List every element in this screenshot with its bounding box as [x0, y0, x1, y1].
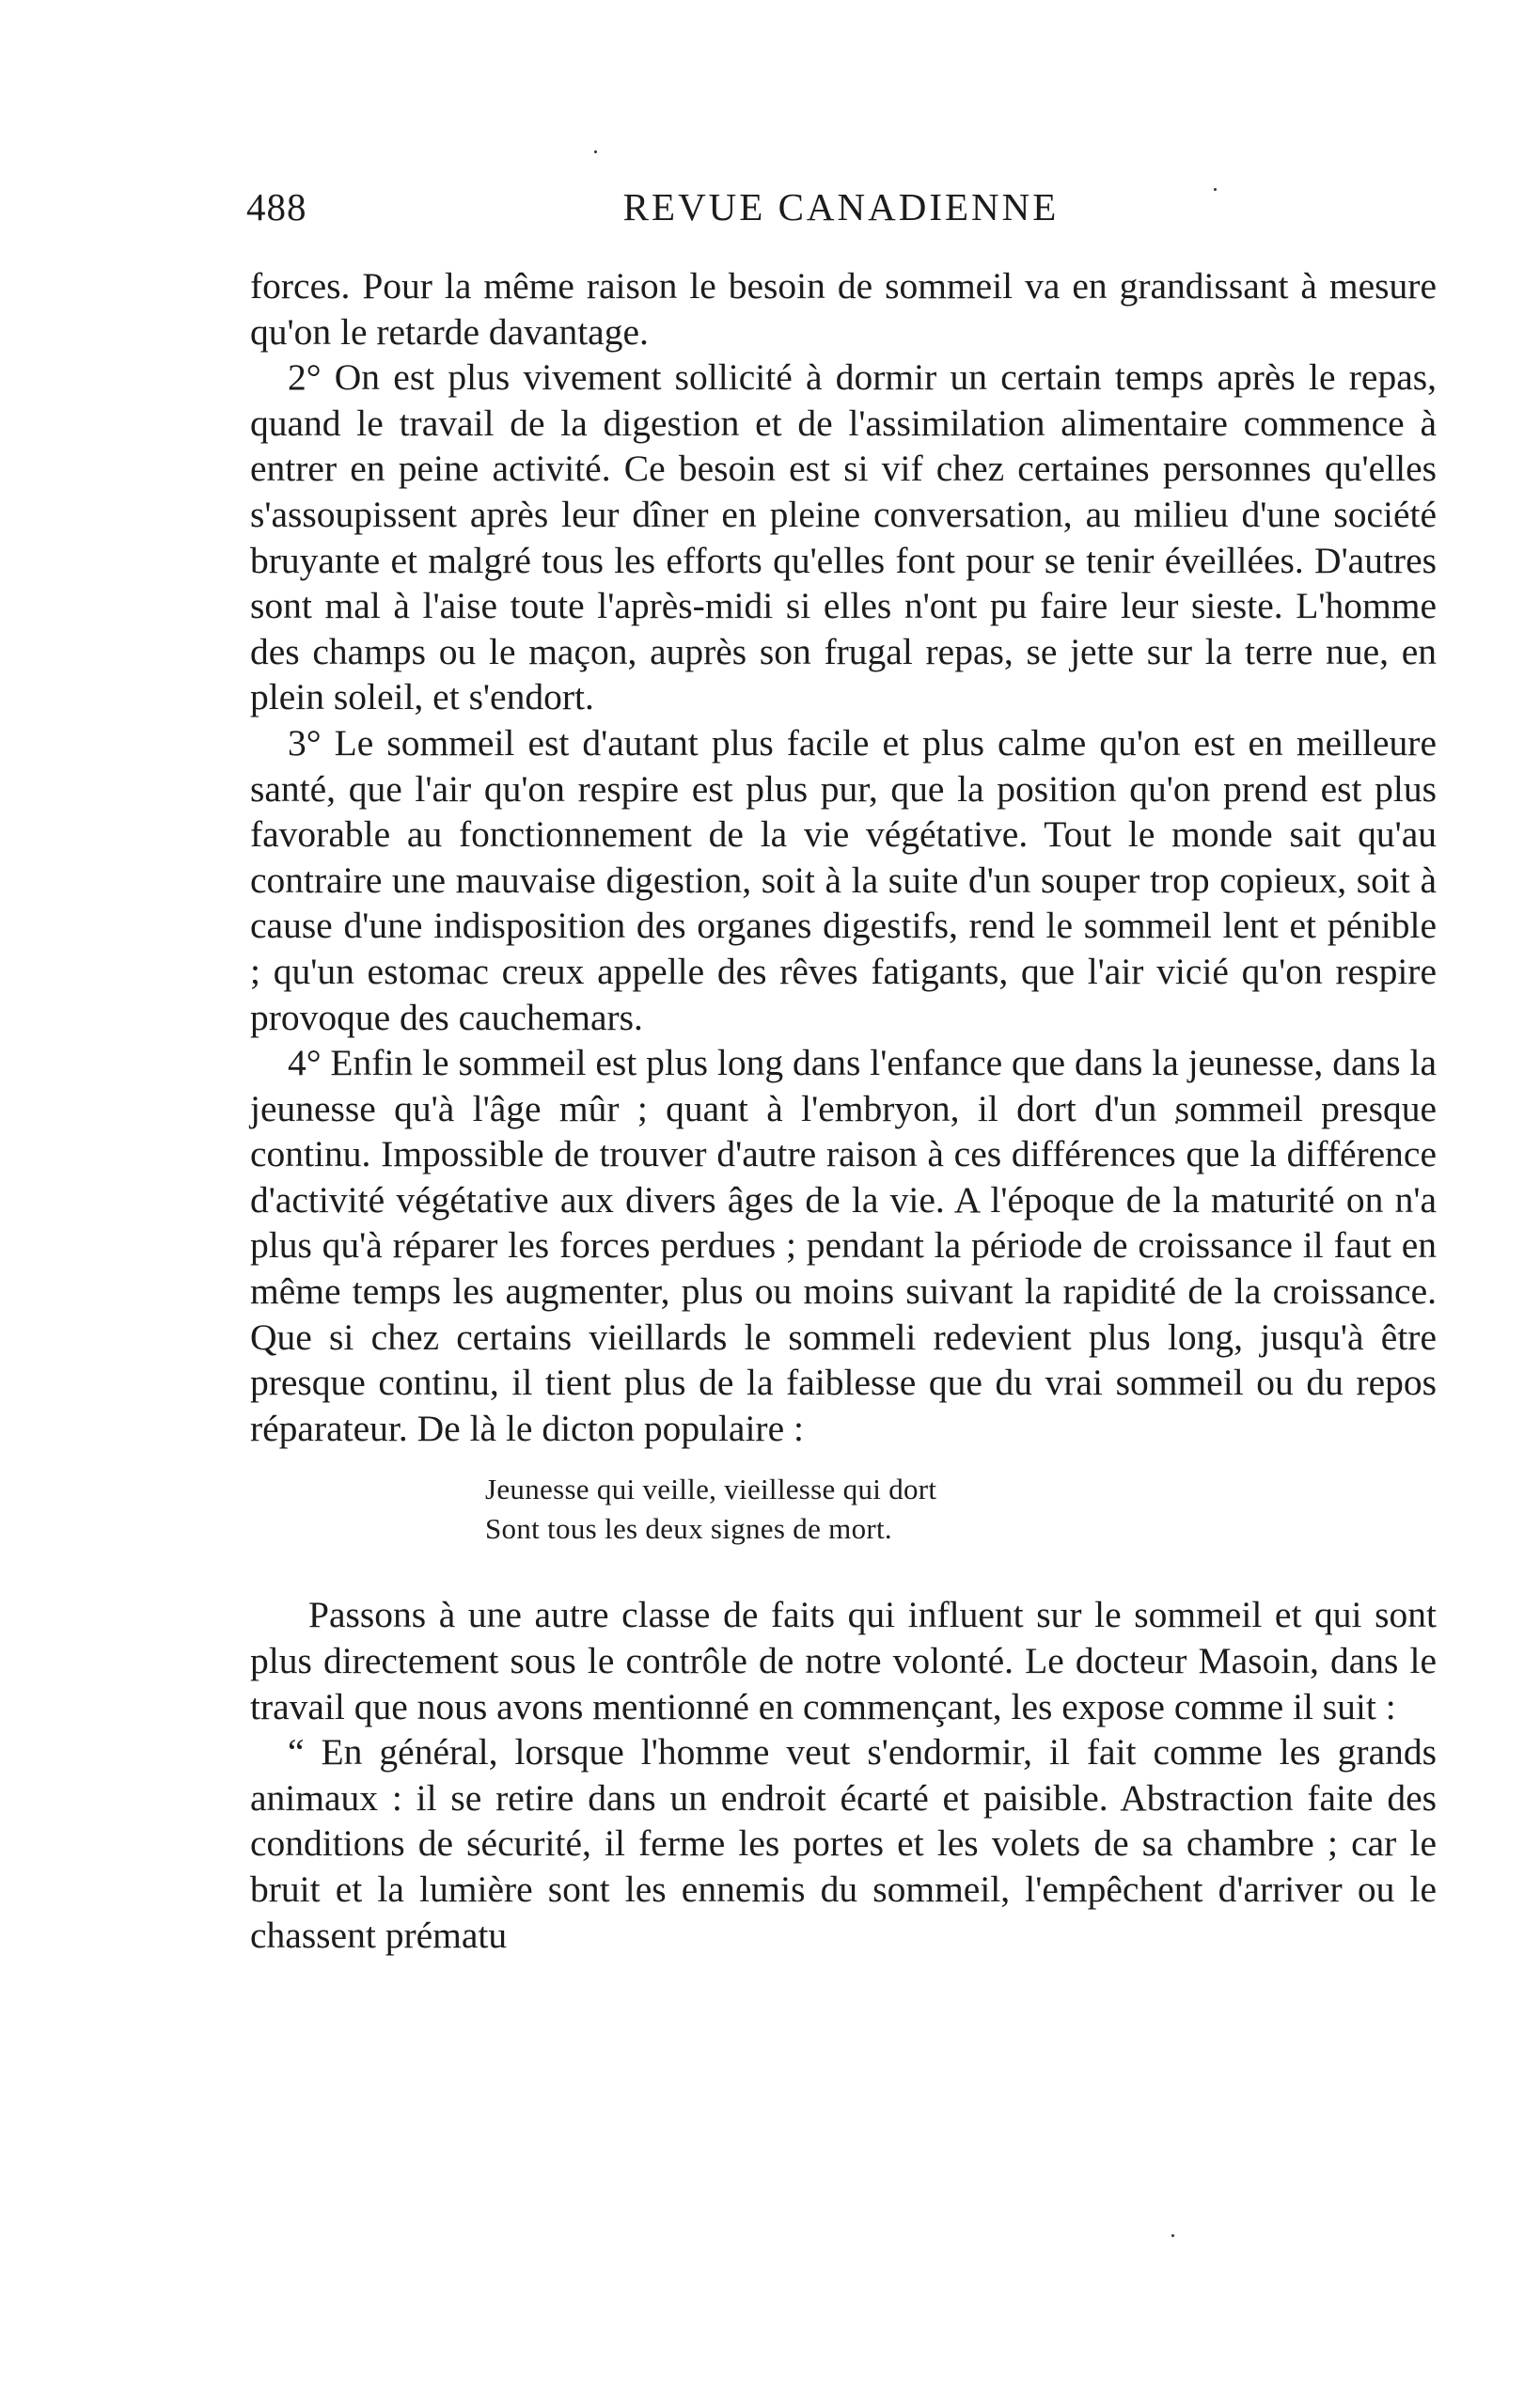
print-speck — [594, 150, 597, 153]
body-text — [250, 263, 1437, 1958]
paragraph-quotation: “ En général, lorsque l'homme veut s'endormir, il fait comme les grands animaux : il se retire dans un endroit écarté et paisible. Abstraction faite des conditions de sécurité, il ferme les portes et les volets de sa chambre ; car le bruit et la lumière sont les ennemis du sommeil, l'empêchent d'arriver ou le chassent prématu — [250, 1731, 1437, 1956]
page-header — [246, 184, 1436, 241]
page-number: 488 — [246, 185, 307, 229]
print-speck — [1171, 2234, 1174, 2237]
verse-line: Sont tous les deux signes de mort. — [485, 1512, 892, 1546]
verse-line: Jeunesse qui veille, vieillesse qui dort — [485, 1473, 937, 1506]
paragraph-point-2: 2° On est plus vivement sollicité à dormir un certain temps après le repas, quand le travail de la digestion et de l'assimilation alimentaire commence à entrer en peine activité. Ce besoin est si vif chez certaines personnes qu'elles s'assoupissent après leur dîner en pleine conversation, au milieu d'une société bruyante et malgré tous les efforts qu'elles font pour se tenir éveillées. D'autres sont mal à l'aise toute l'après-midi si elles n'ont pu faire leur sieste. L'homme des champs ou le maçon, auprès son frugal repas, se jette sur la terre nue, en plein soleil, et s'endort. — [250, 356, 1437, 718]
paragraph-point-3: 3° Le sommeil est d'autant plus facile et plus calme qu'on est en meilleure santé, que l'air qu'on respire est plus pur, que la position qu'on prend est plus favorable au fonctionnement de la vie végétative. Tout le monde sait qu'au contraire une mauvaise digestion, soit à la suite d'un souper trop copieux, soit à cause d'une indisposition des organes digestifs, rend le sommeil lent et pénible ; qu'un estomac creux appelle des rêves fatigants, que l'air vicié qu'on respire provoque des cauchemars. — [250, 721, 1437, 1038]
verse-quote — [485, 1470, 1437, 1549]
paragraph-continuation: forces. Pour la même raison le besoin de sommeil va en grandissant à mesure qu'on le retarde davantage. — [250, 265, 1437, 353]
paragraph-passons: Passons à une autre classe de faits qui influent sur le sommeil et qui sont plus directement sous le contrôle de notre volonté. Le docteur Masoin, dans le travail que nous avons mentionné en commençant, les expose comme il suit : — [250, 1594, 1437, 1727]
paragraph-point-4: 4° Enfin le sommeil est plus long dans l'enfance que dans la jeunesse, dans la jeunesse qu'à l'âge mûr ; quant à l'embryon, il dort d'un sommeil presque continu. Impossible de trouver d'autre raison à ces différences que la différence d'activité végétative aux divers âges de la vie. A l'époque de la maturité on n'a plus qu'à réparer les forces perdues ; pendant la période de croissance il faut en même temps les augmenter, plus ou moins suivant la rapidité de la croissance. Que si chez certains vieillards le sommeli redevient plus long, jusqu'à être presque continu, il tient plus de la faiblesse que du vrai sommeil ou du repos réparateur. De là le dicton populaire : — [250, 1042, 1437, 1449]
running-title: REVUE CANADIENNE — [622, 185, 1060, 229]
